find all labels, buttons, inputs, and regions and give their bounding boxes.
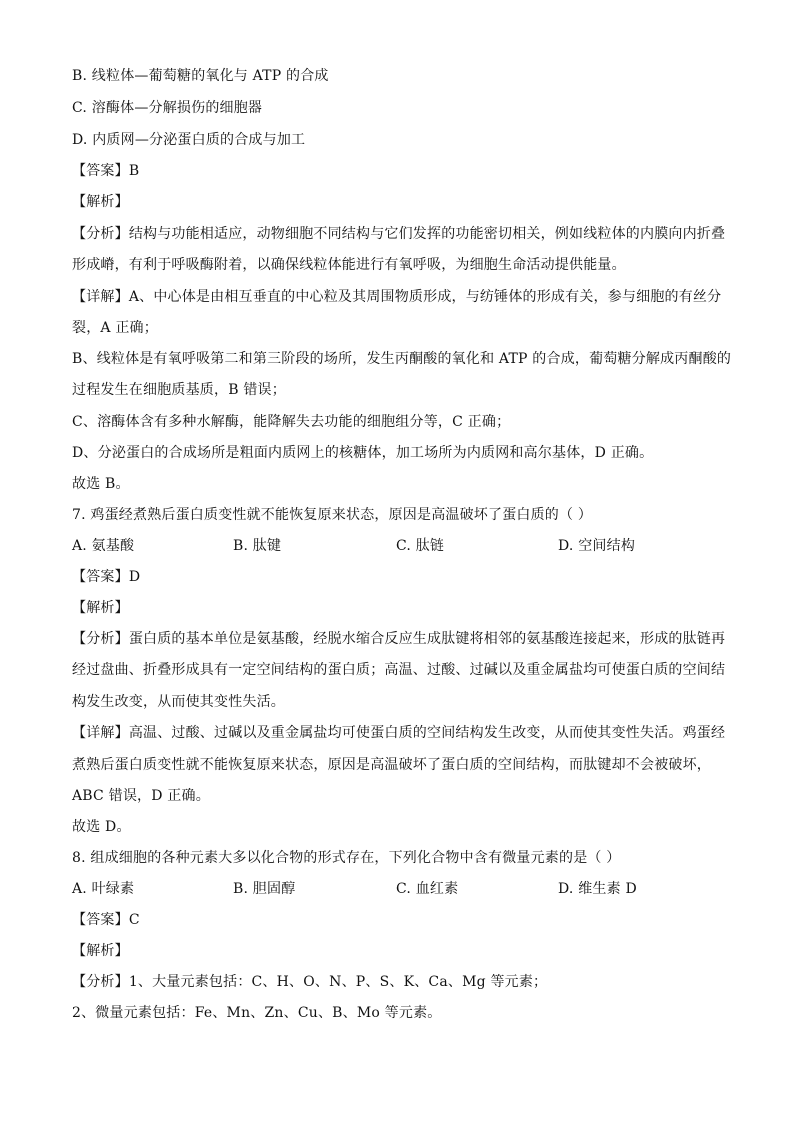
q8-option-b: B. 胆固醇 <box>233 881 296 897</box>
q7-option-c: C. 肽链 <box>396 538 445 554</box>
q7-choose: 故选 D。 <box>72 819 131 835</box>
q7-xiangjie-line-3: ABC 错误，D 正确。 <box>72 788 210 804</box>
q6-answer-line <box>72 162 732 180</box>
q6-fenxi-text-1: 结构与功能相适应，动物细胞不同结构与它们发挥的功能密切相关，例如线粒体的内膜向内折叠 <box>128 226 726 242</box>
q6-xiangjie-line-1 <box>72 288 732 306</box>
fenxi-tag: 【分析】 <box>72 226 129 242</box>
answer-tag: 【答案】 <box>72 912 129 928</box>
fenxi-tag: 【分析】 <box>72 974 129 990</box>
q6-fenxi-line-1 <box>72 225 732 243</box>
q7-xiangjie-line-1 <box>72 724 732 742</box>
q8-option-d: D. 维生素 D <box>558 881 637 897</box>
q6-option-c: C. 溶酶体—分解损伤的细胞器 <box>72 100 263 116</box>
q8-option-a: A. 叶绿素 <box>72 881 135 897</box>
answer-tag: 【答案】 <box>72 569 129 585</box>
q8-fenxi-line-2: 2、微量元素包括：Fe、Mn、Zn、Cu、B、Mo 等元素。 <box>72 1005 442 1021</box>
q7-option-b: B. 肽键 <box>233 538 282 554</box>
q6-b-line-1: B、线粒体是有氧呼吸第二和第三阶段的场所，发生丙酮酸的氧化和 ATP 的合成，葡萄糖分解成丙酮酸的 <box>72 351 732 367</box>
q7-xiangjie-text-1: 高温、过酸、过碱以及重金属盐均可使蛋白质的空间结构发生改变，从而使其变性失活。鸡蛋经 <box>128 725 726 741</box>
q7-fenxi-line-1 <box>72 630 732 648</box>
q6-fenxi-line-2: 形成嵴，有利于呼吸酶附着，以确保线粒体能进行有氧呼吸，为细胞生命活动提供能量。 <box>72 257 626 273</box>
q7-fenxi-line-3: 构发生改变，从而使其变性失活。 <box>72 694 285 710</box>
q7-stem: 7. 鸡蛋经煮熟后蛋白质变性就不能恢复原来状态，原因是高温破坏了蛋白质的（ ） <box>72 507 593 523</box>
q8-fenxi-line-1 <box>72 973 732 991</box>
q6-c-line: C、溶酶体含有多种水解酶，能降解失去功能的细胞组分等，C 正确； <box>72 414 511 430</box>
q7-option-d: D. 空间结构 <box>558 538 636 554</box>
q8-fenxi-text-1: 1、大量元素包括：C、H、O、N、P、S、K、Ca、Mg 等元素； <box>128 974 548 990</box>
q6-xiangjie-line-2: 裂，A 正确； <box>72 320 158 336</box>
q8-answer-line <box>72 911 732 929</box>
q8-analysis-tag: 【解析】 <box>72 943 129 959</box>
q6-option-b: B. 线粒体—葡萄糖的氧化与 ATP 的合成 <box>72 68 329 84</box>
xiangjie-tag: 【详解】 <box>72 289 129 305</box>
q7-fenxi-text-1: 蛋白质的基本单位是氨基酸，经脱水缩合反应生成肽键将相邻的氨基酸连接起来，形成的肽链再 <box>128 631 726 647</box>
q7-answer-line <box>72 568 732 586</box>
q8-stem: 8. 组成细胞的各种元素大多以化合物的形式存在，下列化合物中含有微量元素的是（ ） <box>72 850 621 866</box>
q8-answer: C <box>128 912 140 928</box>
q6-analysis-tag: 【解析】 <box>72 194 129 210</box>
q6-d-line: D、分泌蛋白的合成场所是粗面内质网上的核糖体，加工场所为内质网和高尔基体，D 正确。 <box>72 445 654 461</box>
q7-options <box>72 537 732 555</box>
q7-analysis-tag: 【解析】 <box>72 600 129 616</box>
xiangjie-tag: 【详解】 <box>72 725 129 741</box>
q6-option-d: D. 内质网—分泌蛋白质的合成与加工 <box>72 132 306 148</box>
q6-b-line-2: 过程发生在细胞质基质，B 错误； <box>72 382 286 398</box>
fenxi-tag: 【分析】 <box>72 631 129 647</box>
q7-answer: D <box>128 569 141 585</box>
q7-fenxi-line-2: 经过盘曲、折叠形成具有一定空间结构的蛋白质；高温、过酸、过碱以及重金属盐均可使蛋白质的空间结 <box>72 662 726 678</box>
answer-tag: 【答案】 <box>72 163 129 179</box>
q8-option-c: C. 血红素 <box>396 881 459 897</box>
q8-options <box>72 880 732 898</box>
q6-choose: 故选 B。 <box>72 476 130 492</box>
q7-option-a: A. 氨基酸 <box>72 538 135 554</box>
q7-xiangjie-line-2: 煮熟后蛋白质变性就不能恢复原来状态，原因是高温破坏了蛋白质的空间结构，而肽键却不会被破坏， <box>72 757 711 773</box>
q6-xiangjie-text-1: A、中心体是由相互垂直的中心粒及其周围物质形成，与纺锤体的形成有关，参与细胞的有丝分 <box>128 289 722 305</box>
q6-answer: B <box>128 163 140 179</box>
